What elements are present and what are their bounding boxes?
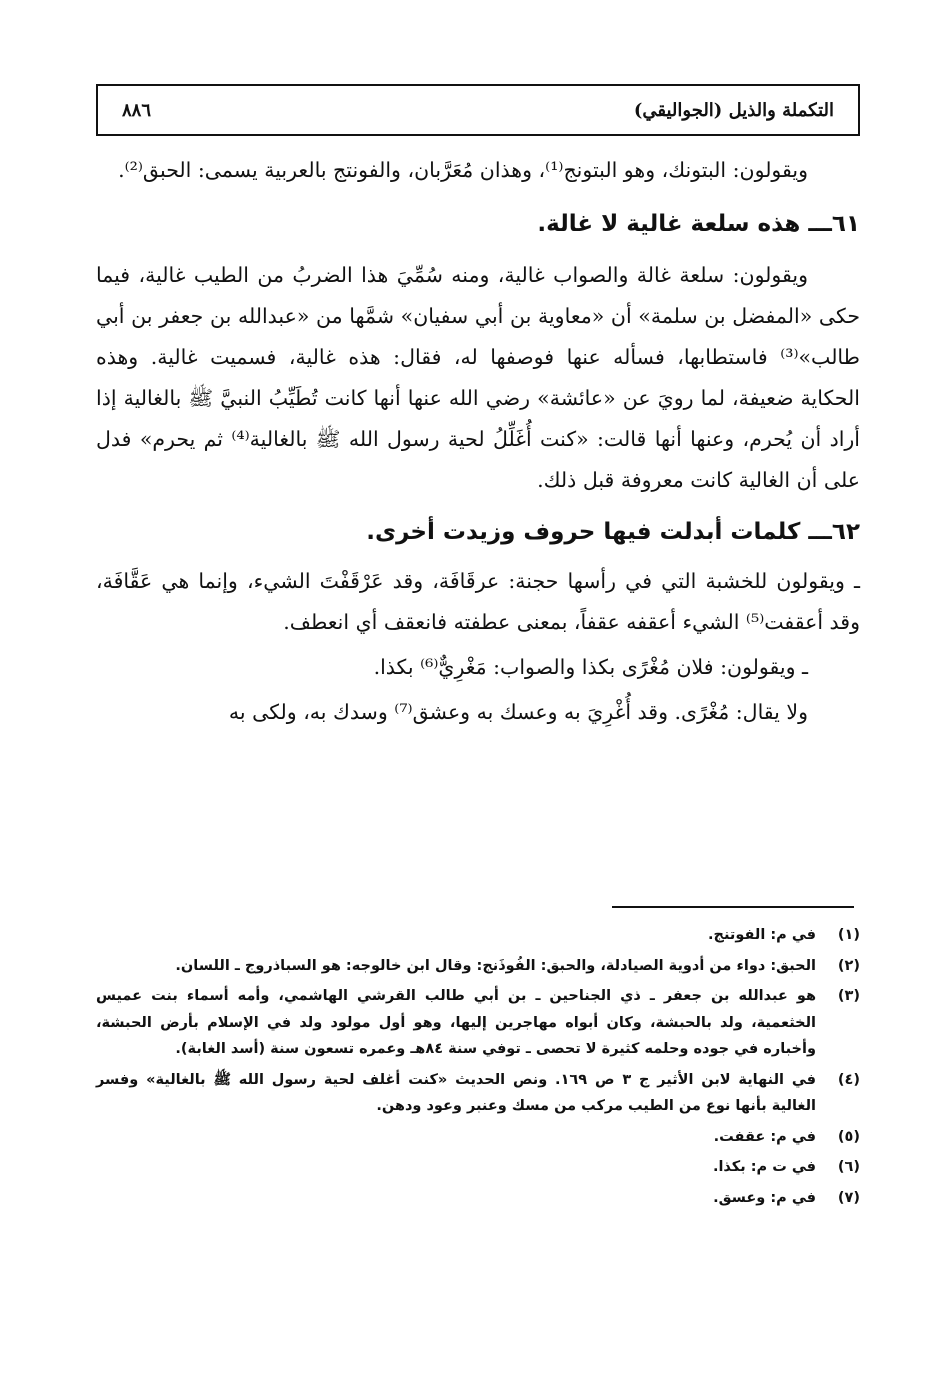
page-header xyxy=(96,84,860,136)
footnote-number: (٣) xyxy=(837,988,860,1004)
paragraph-2: ويقولون: سلعة غالة والصواب غالية، ومنه سُمِّيَ هذا الضربُ من الطيب غالية، فيما حكى «المفضل بن سلمة» أن «معاوية بن أبي سفيان» شمَّها من «عبدالله بن جعفر بن أبي طالب»⁽³⁾ فاستطابها، فسأله عنها فوصفها له، فقال: هذه غالية، فسميت غالية. وهذه الحكاية ضعيفة، لما رويَ عن «عائشة» رضي الله عنها أنها كانت تُطَيِّبُ النبيَّ ﷺ بالغالية إذا أراد أن يُحرم، وعنها أنها قالت: «كنت أُغَلِّلُ لحية رسول الله ﷺ بالغالية⁽⁴⁾ ثم يحرم» فدل على أن الغالية كانت معروفة قبل ذلك. xyxy=(96,263,861,492)
footnote xyxy=(96,1154,860,1181)
footnote-number: (٥) xyxy=(837,1128,860,1145)
paragraph-5: ولا يقال: مُغْرًى. وقد أُغْرِيَ به وعسك به وعشق⁽⁷⁾ وسدك به، ولكى به xyxy=(228,700,808,724)
running-title: التكملة والذيل (الجواليقي) xyxy=(633,99,834,121)
paragraph-1: ويقولون: البتونك، وهو البتونج⁽¹⁾، وهذان مُعَرَّبان، والفونتج بالعربية يسمى: الحبق⁽²⁾. xyxy=(118,158,808,182)
footnote-text: في م: عقفت. xyxy=(713,1128,816,1145)
footnote-text: في م: وعسق. xyxy=(713,1189,816,1206)
footnote xyxy=(96,1067,860,1120)
footnote-text: في ت م: بكذا. xyxy=(712,1159,816,1175)
section-heading-62: ٦٢ـــ كلمات أبدلت فيها حروف وزيدت أخرى. xyxy=(366,519,860,545)
footnote xyxy=(96,1124,860,1151)
page-number: ٨٨٦ xyxy=(122,99,152,121)
main-text xyxy=(96,150,860,733)
footnote xyxy=(96,1185,860,1212)
footnote-text: الحبق: دواء من أدوية الصيادلة، والحبق: الفُوذَنج: وقال ابن خالوجه: هو السباذروج ـ اللسان. xyxy=(175,957,816,974)
footnotes xyxy=(96,922,860,1215)
footnote-text: في م: الفوتنج. xyxy=(708,927,816,943)
footnote xyxy=(96,983,860,1063)
footnote-text: هو عبدالله بن جعفر ـ ذي الجناحين ـ بن أبي طالب القرشي الهاشمي، وأمه أسماء بنت عميس الخثعمية، ولد بالحبشة، وكان أبواه مهاجرين إليها، وهو أول مولود ولد في الإسلام بأرض الحبشة، وأخباره في جوده وحلمه كثيرة لا تحصى ـ توفي سنة ٨٤هـ وعمره تسعون سنة (أسد الغابة). xyxy=(96,988,816,1057)
footnote-text: في النهاية لابن الأثير ج ٣ ص ١٦٩. ونص الحديث «كنت أغلف لحية رسول الله ﷺ بالغالية» وفسر الغالية بأنها نوع من الطيب مركب من مسك وعنبر وعود ودهن. xyxy=(96,1071,816,1114)
footnote-number: (١) xyxy=(837,927,860,943)
footnote-separator xyxy=(612,906,854,908)
footnote-number: (٢) xyxy=(837,957,860,974)
footnote xyxy=(96,922,860,949)
footnote-number: (٧) xyxy=(837,1189,860,1206)
footnote-number: (٤) xyxy=(837,1071,860,1088)
section-heading-61: ٦١ـــ هذه سلعة غالية لا غالة. xyxy=(537,211,860,237)
paragraph-3: ـ ويقولون للخشبة التي في رأسها حجنة: عرقَافَة، وقد عَرْقَفْتَ الشيء، وإنما هي عَقَّافَة، وقد أعقفت⁽⁵⁾ الشيء أعقفه عقفاً، بمعنى عطفته فانعقف أي انعطف. xyxy=(96,569,860,634)
footnote-number: (٦) xyxy=(837,1159,860,1175)
paragraph-4: ـ ويقولون: فلان مُغْرًى بكذا والصواب: مَغْرِيٌّ⁽⁶⁾ بكذا. xyxy=(373,655,808,679)
footnote xyxy=(96,953,860,980)
